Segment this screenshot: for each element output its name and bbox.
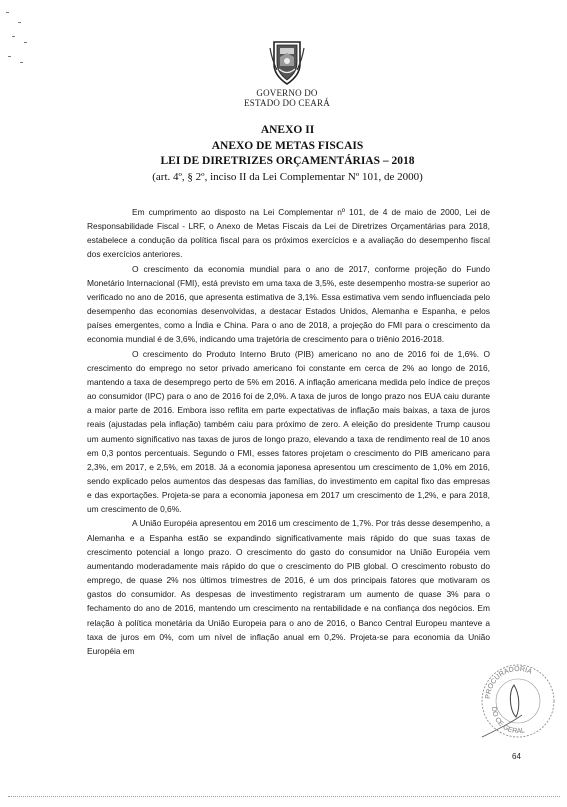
- page-bottom-rule: [8, 796, 560, 798]
- government-line-1: GOVERNO DO: [256, 88, 318, 98]
- legal-reference: (art. 4º, § 2º, inciso II da Lei Complementar Nº 101, de 2000): [152, 170, 423, 183]
- svg-text:PROCURADORIA: [485, 666, 533, 699]
- paragraph-intro: Em cumprimento ao disposto na Lei Complementar nº 101, de 4 de maio de 2000, Lei de Responsabilidade Fiscal - LRF, o Anexo de Metas Fiscais da Lei de Diretrizes Orçamentárias para 2018, estabelece a condução da política fiscal para os próximos exercícios e a avaliação do desempenho fiscal dos exercícios anteriores.: [87, 207, 490, 260]
- stamp-top-text: PROCURADORIA: [484, 665, 533, 700]
- state-coat-of-arms-icon: [268, 40, 306, 86]
- law-title: LEI DE DIRETRIZES ORÇAMENTÁRIAS – 2018: [160, 155, 415, 167]
- document-headings: [60, 123, 515, 185]
- scan-edge-marks: [4, 12, 34, 72]
- annex-heading: ANEXO II: [260, 124, 315, 136]
- government-line-2: ESTADO DO CEARÁ: [244, 98, 330, 108]
- stamp-bottom-text: DO CE GERAL: [489, 706, 526, 736]
- document-body: [87, 205, 490, 658]
- procuradoria-seal-stamp: [474, 655, 560, 741]
- paragraph-world-economy: O crescimento da economia mundial para o ano de 2017, conforme projeção do Fundo Monetário Internacional (FMI), está previsto em uma taxa de 3,5%, este desempenho mostra-se superior ao verificado no ano de 2016, que apresenta estimativa de 3,1%. Essa estimativa vem sendo influenciada pelo desempenho das economias desenvolvidas, a destacar Estados Unidos, Alemanha e Espanha, e pelos países emergentes, como a Índia e China. Para o ano de 2018, a projeção do FMI para o crescimento da economia mundial é de 3,6%, indicando uma trajetória de crescimento para o triênio 2016-2018.: [87, 263, 490, 345]
- page-number: 64: [512, 752, 521, 761]
- government-header: [232, 88, 342, 108]
- annex-title: ANEXO DE METAS FISCAIS: [211, 139, 364, 152]
- paragraph-european-union: A União Européia apresentou em 2016 um crescimento de 1,7%. Por trás desse desempenho, a Alemanha e a Espanha estão se expandindo significativamente mais rápido do que suas taxas de crescimento potencial a longo prazo. O crescimento do gasto do consumidor na União Européia vem aumentando moderadamente mais rápido do que o crescimento do PIB global. O crescimento robusto do emprego, de quase 2% nos últimos trimestres de 2016, é um dos principais fatores que motivaram os gastos do consumidor. As despesas de investimento registraram um aumento de quase 3% para o fechamento do ano de 2016, mantendo um crescimento na rentabilidade e na confiança dos negócios. Em relação à política monetária da União Europeia para o ano de 2016, o Banco Central Europeu manteve a taxa de juros em 0%, com um nível de inflação anual em 0,2%. Projeta-se para economia da União Européia em: [87, 518, 490, 656]
- paragraph-us-japan-economy: O crescimento do Produto Interno Bruto (PIB) americano no ano de 2016 foi de 1,6%. O crescimento do emprego no setor privado americano foi constante em cerca de 2% ao longo de 2016, mantendo a taxa de desemprego perto de 5% em 2016. A inflação americana medida pelo índice de preços ao consumidor (IPC) para o ano de 2016 foi de 2,0%. A taxa de juros de longo prazo nos EUA caiu durante a maior parte de 2016. Embora isso reflita em parte expectativas de inflação mais baixas, a taxa de juros reais (ajustadas pela inflação) também caiu para próximo de zero. A eleição do presidente Trump causou um aumento significativo nas taxas de juros de longo prazo, elevando a taxa de rendimento real de 10 anos em 0,3 pontos percentuais. Segundo o FMI, esses fatores projetam o crescimento do PIB americano para 2,3%, em 2017, e 2,5%, em 2018. Já a economia japonesa apresentou um crescimento de 1,0% em 2016, sendo explicado pelos aumentos das despesas das famílias, do investimento em capital fixo das empresas e das exportações. Projeta-se para a economia japonesa em 2017 um crescimento de 1,2%, e para 2018, um crescimento de 0,6%.: [87, 348, 490, 515]
